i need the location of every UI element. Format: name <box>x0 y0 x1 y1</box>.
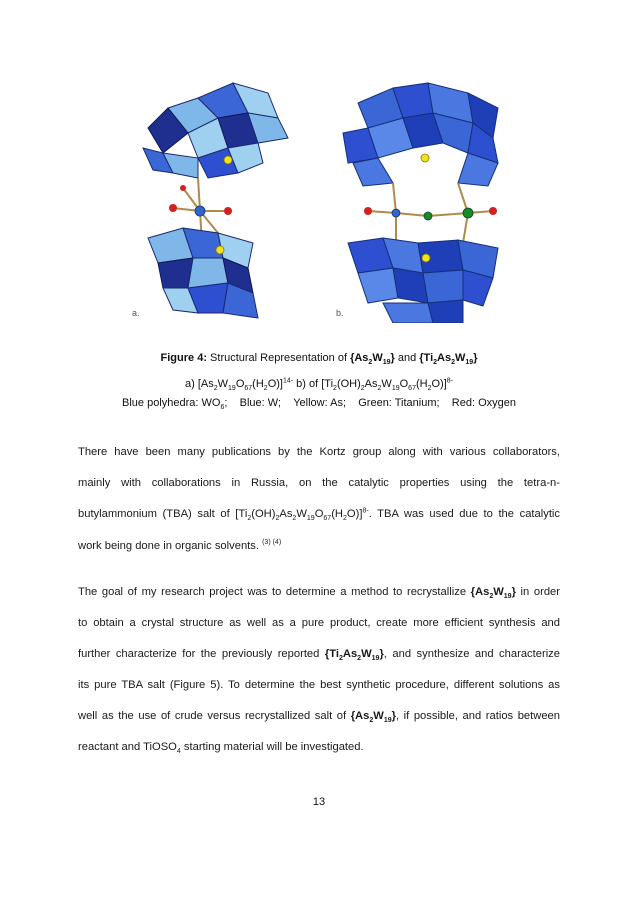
figure-4-image <box>128 78 518 323</box>
p1-line-4-text: work being done in organic solvents. <box>78 540 259 552</box>
p2-line-6: reactant and TiOSO$_4$ starting material will be investigated. <box>78 741 364 756</box>
caption-text: Structural Representation of <box>210 352 351 364</box>
figure-caption-formulas: a) $[As_2W_{19}O_{67}(H_2O)]^{14-}$ b) of $[Ti_2(OH)_2As_2W_{19}O_{67}(H_2O)]^{8-}$ <box>184 377 453 393</box>
p2-compound-3: $\{As_2W_{19}\}$ <box>350 710 396 725</box>
citation-refs: (3) (4) <box>262 539 282 546</box>
p2-compound-1: $\{As_2W_{19}\}$ <box>470 586 516 601</box>
polyoxometalate-structures <box>128 78 518 323</box>
p1-line-1: There have been many publications by the Kortz group along with various collaborators, <box>78 446 560 458</box>
charge: 8- <box>362 507 369 515</box>
p2-line-3-end: , and synthesize and characterize <box>383 648 560 660</box>
p2-line-4: its pure TBA salt (Figure 5). To determine the best synthetic procedure, different solutions as <box>78 679 560 691</box>
p2-line-5-end: , if possible, and ratios between <box>395 710 561 722</box>
p2-line-2: to obtain a crystal structure as well as a pure product, create more efficient synthesis and <box>78 617 560 629</box>
figure-caption-legend: Blue polyhedra: $WO_6$; Blue: W; Yellow: As; Green: Titanium; Red: Oxygen <box>122 397 516 412</box>
p2-line-1-start: The goal of my research project was to determine a method to recrystallize <box>78 586 471 598</box>
p2-line-5 <box>78 710 561 725</box>
figure-label: Figure 4: <box>160 352 207 364</box>
p2-compound-2: $\{Ti_2As_2W_{19}\}$ <box>324 648 384 663</box>
structure-a <box>132 83 288 318</box>
caption-compound-2: $\{Ti_2As_2W_{19}\}$ <box>419 352 478 367</box>
p2-line-1-end: in order <box>515 586 560 598</box>
caption-compound-1: $\{As_2W_{19}\}$ <box>350 352 395 367</box>
p1-line-3-end: . TBA was used due to the catalytic <box>368 508 561 520</box>
p1-line-3: butylammonium (TBA) salt of $[Ti_2(OH)_2As_2W_{19}O_{67}(H_2O)]^{8-}$. TBA was used due to the catalytic <box>78 507 561 523</box>
panel-a-label: a. <box>132 308 140 318</box>
p1-line-4 <box>78 539 560 552</box>
p2-line-3-start: further characterize for the previously reported <box>78 648 325 660</box>
p2-line-1 <box>78 586 560 601</box>
p1-line-2: mainly with collaborations in Russia, on the catalytic properties using the tetra-n- <box>78 477 560 489</box>
page-number: 13 <box>312 796 326 808</box>
p2-line-3 <box>78 648 560 663</box>
caption-and: and <box>394 352 420 364</box>
structure-b <box>336 83 498 323</box>
p2-line-5-start: well as the use of crude versus recrystallized salt of <box>78 710 351 722</box>
panel-b-label: b. <box>336 308 344 318</box>
figure-caption-title <box>0 352 638 365</box>
